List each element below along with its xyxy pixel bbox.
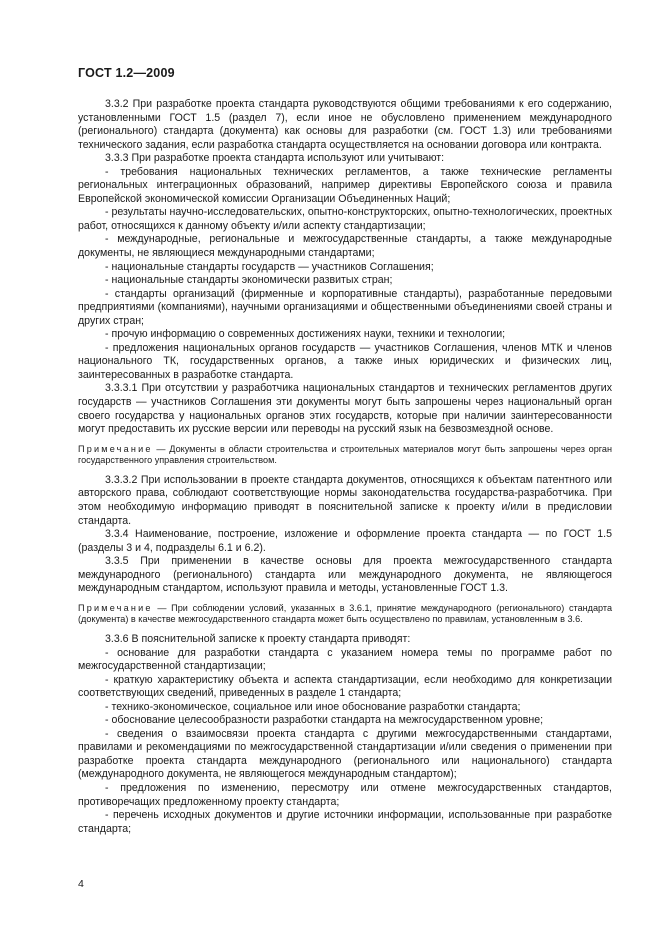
clause-paragraph: 3.3.3.1 При отсутствии у разработчика национальных стандартов и технических регламентов других государств — участников Соглашения эти документы могут быть запрошены через национальный орган своего государства у национальных органов этих государств, которые при наличии заинтересованности могут предоставить их русские версии или переводы на русский язык на безвозмездной основе.	[78, 382, 612, 436]
note-label: Примечание	[78, 602, 153, 613]
list-item: - национальные стандарты экономически развитых стран;	[105, 274, 393, 287]
note-text: — Документы в области строительства и строительных материалов могут быть запрошены через орган государственного управления строительством.	[78, 443, 612, 466]
clause-paragraph: 3.3.5 При применении в качестве основы для проекта межгосударственного стандарта международного (регионального) стандарта или международного документа, не являющегося международным стандартом, используют правила и методы, установленные ГОСТ 1.3.	[78, 555, 612, 595]
list-item: - основание для разработки стандарта с указанием номера темы по программе работ по межгосударственной стандартизации;	[78, 646, 612, 673]
page-header-title: ГОСТ 1.2—2009	[78, 66, 175, 80]
document-body	[78, 98, 612, 836]
list-item: - предложения национальных органов государств — участников Соглашения, членов МТК и членов национального ТК, государственных органов, а также иных юридических и физических лиц, заинтересованных в разработке стандарта.	[78, 341, 612, 381]
clause-paragraph: 3.3.3 При разработке проекта стандарта используют или учитывают:	[105, 152, 445, 165]
clause-paragraph: 3.3.3.2 При использовании в проекте стандарта документов, относящихся к объектам патентного или авторского права, соблюдают соответствующие нормы законодательства государства-разработчика. При этом необходимую информацию приводят в пояснительной записке к проекту и/или в предисловии стандарта.	[78, 473, 612, 527]
list-item: - прочую информацию о современных достижениях науки, техники и технологии;	[105, 328, 506, 341]
clause-paragraph: 3.3.2 При разработке проекта стандарта руководствуются общими требованиями к его содержанию, установленными ГОСТ 1.5 (раздел 7), если иное не обусловлено применением международного (регионального) стандарта (документа) как основы для разработки (см. ГОСТ 1.3) или требованиями технического задания, если разработка стандарта осуществляется на основании договора или контракта.	[78, 98, 612, 151]
note-text: — При соблюдении условий, указанных в 3.6.1, принятие международного (регионального) стандарта (документа) в качестве межгосударственного стандарта может быть осуществлено по правилам, установленным в 3.6.	[78, 602, 612, 625]
clause-paragraph: 3.3.4 Наименование, построение, изложение и оформление проекта стандарта — по ГОСТ 1.5 (разделы 3 и 4, подразделы 6.1 и 6.2).	[78, 528, 612, 554]
list-item: - перечень исходных документов и другие источники информации, использованные при разработке стандарта;	[78, 809, 612, 835]
list-item: - технико-экономическое, социальное или иное обоснование разработки стандарта;	[105, 700, 521, 713]
list-item: - сведения о взаимосвязи проекта стандарта с другими межгосударственными стандартами, правилами и рекомендациями по межгосударственной стандартизации и/или сведения о применении при разработке проекта стандарта международного (регионального или национального) стандарта (международного документа, не являющегося международным стандартом);	[78, 727, 612, 781]
note-label: Примечание	[78, 443, 153, 454]
list-item: - международные, региональные и межгосударственные стандарты, а также международные документы, не являющиеся международными стандартами;	[78, 233, 612, 260]
list-item: - обоснование целесообразности разработки стандарта на межгосударственном уровне;	[105, 714, 544, 727]
list-item: - требования национальных технических регламентов, а также технические регламенты региональных интеграционных образований, например директивы Европейского союза и правила Европейской экономической комиссии Организации Объединенных Наций;	[78, 165, 612, 205]
page-number: 4	[78, 878, 84, 890]
list-item: - результаты научно-исследовательских, опытно-конструкторских, опытно-технологических, проектных работ, относящихся к данному объекту и/или аспекту стандартизации;	[78, 206, 612, 232]
note-paragraph	[78, 444, 612, 467]
clause-paragraph: 3.3.6 В пояснительной записке к проекту стандарта приводят:	[105, 632, 411, 645]
list-item: - предложения по изменению, пересмотру или отмене межгосударственных стандартов, противоречащих предложенному проекту стандарта;	[78, 781, 612, 808]
list-item: - краткую характеристику объекта и аспекта стандартизации, если необходимо для конкретизации соответствующих сведений, приведенных в разделе 1 стандарта;	[78, 673, 612, 700]
list-item: - стандарты организаций (фирменные и корпоративные стандарты), разработанные передовыми предприятиями (компаниями), научными организациями и общественными объединениями своей страны и других стран;	[78, 287, 612, 327]
note-paragraph	[78, 603, 612, 626]
list-item: - национальные стандарты государств — участников Соглашения;	[105, 260, 434, 273]
